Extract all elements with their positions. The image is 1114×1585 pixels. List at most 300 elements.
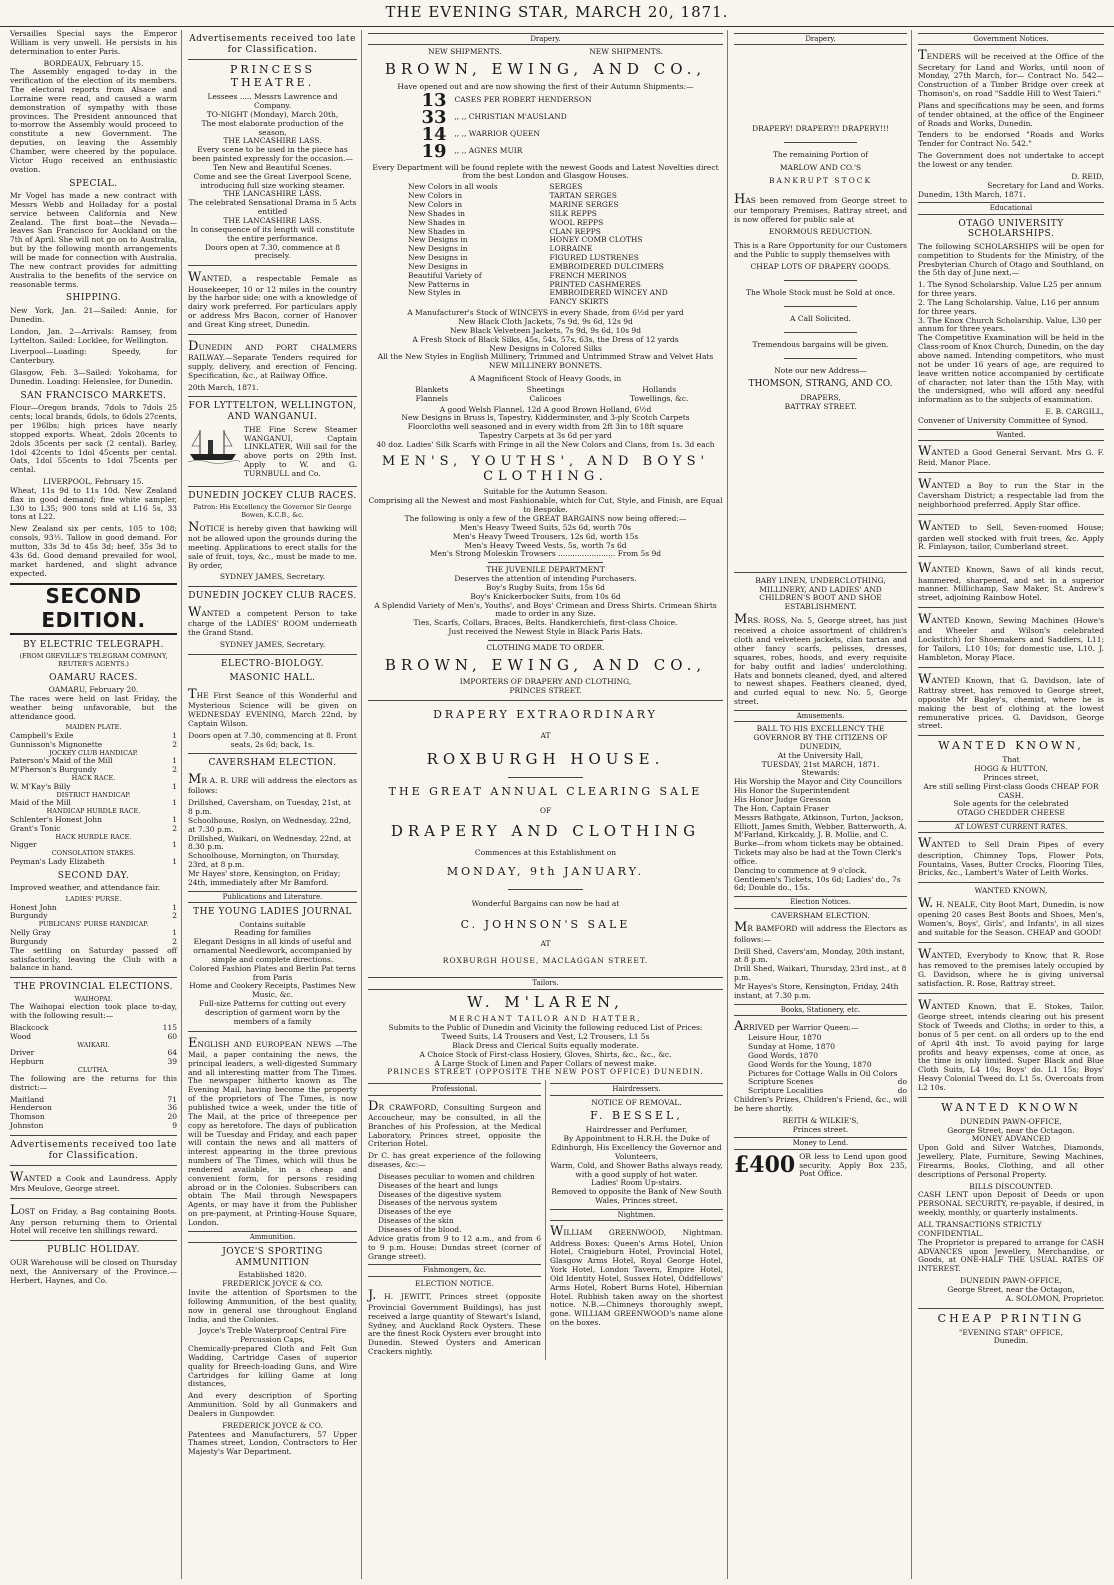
rattray-line: BATTRAY STREET. [784,401,857,411]
roxburgh-address: ROXBURGH HOUSE, MACLAGGAN STREET. [442,955,649,965]
divider [488,640,603,641]
bottom-ads [368,1080,723,1360]
disease-item: Diseases of the digestive system [378,1189,502,1199]
novelty-label: New Designs in [408,261,468,271]
poll-name: Johnston [10,1121,44,1131]
novelty-label: New Colors in [408,200,463,209]
divider [10,977,177,978]
theatre-line: Doors open at 7.30, commence at 8 precisely. [204,242,341,261]
race-name: MAIDEN PLATE. [65,723,122,732]
novelty-item: HONEY COMB CLOTHS [549,235,643,245]
novelty-label: New Shades in [408,226,465,236]
pawn-office-name-2: DUNEDIN PAWN-OFFICE, [960,1276,1062,1286]
professional-column [368,1080,546,1360]
oamaru-dateline: OAMARU, February 20. [48,685,139,695]
divider [734,572,907,573]
monday-date: MONDAY, 9th JANUARY. [446,865,645,878]
journal-item: Home and Cookery Receipts, Pastimes New Music, &c. [189,981,356,1000]
divider [188,654,357,655]
novelty-label: New Shades in [408,217,465,227]
pawn-wanted-heading: WANTED KNOWN [941,1100,1081,1114]
money-section-label: Money to Lend. [734,1137,907,1149]
waihopai-intro: The Waihopai election took place to-day, with the following result:— [10,1002,177,1021]
confidential-line: ALL TRANSACTIONS STRICTLY CONFIDENTIAL. [918,1220,1042,1238]
ammunition-firm: FREDERICK JOYCE & CO. [222,1279,323,1289]
hogg-text: Are still selling First-class Goods CHEAP FOR CASH. [923,781,1099,800]
race-name: HACK HURDLE RACE. [55,832,132,841]
theatre-line: Come and see the Great Liverpool Scene, introducing full size working steamer. [193,171,352,190]
horse-name: Peyman's Lady Elizabeth [10,856,105,866]
black-silks-line: A Fresh Stock of Black Silks, 45s, 54s, 57s, 63s, the Dress of 12 yards [412,334,679,344]
poll-name: Maitland [10,1094,45,1104]
telegraph-source: (FROM GREVILLE'S TELEGRAM COMPANY, REUTER'S AGENTS.) [19,652,168,668]
disease-item: Diseases peculiar to women and children [378,1171,535,1181]
ure-address-intro: MR A. R. URE will address the electors as follows: [188,772,357,796]
bills-discounted: BILLS DISCOUNTED. [969,1181,1053,1191]
crawford-ad: DR CRAWFORD, Consulting Surgeon and Accoucheur, may be consulted, in all the Branches of his Profession, at the Medical Laboratory, Princes street, opposite the Criterion Hotel. [368,1098,541,1149]
wanted-ad: WANTED Known, Saws of all kinds recut, hammered, sharpened, and set in a superior manner. Millichamp, Saw Maker, St. Andrew's street, adjoining Rainbow Hotel. [918,561,1104,603]
special-heading: SPECIAL. [69,178,118,189]
mlaren-sub: MERCHANT TAILOR AND HATTER, [449,1014,642,1024]
poll-value: 20 [167,1112,177,1122]
ammunition-wadding: Chemically-prepared Cloth and Felt Gun Wadding, Cartridge Cases of superior quality for Breech-loading Guns, and Wire Cartridges for killing Game at long distances, [188,1344,357,1389]
novelty-item: WOOL REPPS [549,217,604,227]
divider [784,142,857,143]
jockey-club-heading: DUNEDIN JOCKEY CLUB RACES. [188,490,357,501]
thomson-strang-heading: THOMSON, STRANG, AND CO. [748,379,893,390]
mlaren-prices: Tweed Suits, L4 Trousers and Vest, L2 Trousers, L1 5s [441,1032,650,1042]
novelty-item: FIGURED LUSTRENES [549,253,639,263]
journal-item: Full-size Patterns for cutting out every description of garment worn by the members of a family [198,999,347,1026]
placing: 2 [172,765,177,775]
book-name: Sunday at Home, 1870 [748,1042,836,1052]
stewards-heading: Stewards: [801,768,840,778]
bargain-item: Men's Heavy Tweed Trousers, 12s 6d, worth 15s [452,531,639,541]
steward-item: The Hon. Captain Fraser [734,803,829,813]
divider [188,586,357,587]
crawford-experience: Dr C. has great experience of the following diseases, &c:— [368,1151,541,1170]
novelty-item: EMBROIDERED DULCIMERS [549,261,664,271]
divider [508,777,583,778]
placing: 1 [172,902,177,912]
placing: 1 [172,756,177,766]
novelty-label: New Shades in [408,208,465,218]
caversham-election-heading: CAVERSHAM ELECTION. [771,910,870,920]
mens-clothing-intro: Comprising all the Newest and most Fashionable, which for Cut, Style, and Finish, are Equal to Bespoke. [368,496,723,515]
horse-name: M'Pherson's Burgundy [10,765,97,775]
jackets-line-1: New Black Cloth Jackets, 7s 9d, 9s 6d, 12s 9d [458,316,633,326]
second-day-paragraph: Improved weather, and attendance fair. [10,883,161,893]
scarfs-line: 40 doz. Ladies' Silk Scarfs with Fringe in all the New Colors and Clans, from 1s. 3d each [376,439,715,449]
placing: 1 [172,856,177,866]
public-holiday-ad: OUR Warehouse will be closed on Thursday next, the Anniversary of the Province.—Herbert, Haynes, and Co. [10,1257,177,1285]
drapery-extraordinary: DRAPERY EXTRAORDINARY [433,708,658,722]
mlaren-text-4: A Large Stock of Linen and Paper Collars of newest make. [434,1058,657,1068]
shipment-vessel: CASES PER ROBERT HENDERSON [454,94,592,104]
novelty-label: New Designs in [408,235,468,245]
department-text: Every Department will be found replete with the newest Goods and Latest Novelties direct from the best London and Glasgow Houses. [372,162,719,181]
scholarship-item: 3. The Knox Church Scholarship. Value, L30 per annum for three years. [918,315,1102,334]
steamer-ad [188,426,357,482]
prepared-line: The Proprietor is prepared to arrange for CASH ADVANCES upon Jewellery, Merchandise, or Goods, at ONE-HALF THE USUAL RATES OF INTEREST. [918,1237,1104,1274]
johnson-sale-heading: C. JOHNSON'S SALE [460,917,631,931]
divider [918,667,1104,668]
meeting-line: Schoolhouse, Mornington, on Thursday, 23rd, at 8 p.m. [188,851,340,870]
ammunition-established: Established 1820. [238,1270,307,1280]
at-line-2: AT [540,938,551,948]
star-office-line: "EVENING STAR" OFFICE, [958,1327,1064,1337]
cargill-signature: E. B. CARGILL, [1045,407,1104,417]
poll-value: 60 [167,1031,177,1041]
english-news-ad: ENGLISH AND EUROPEAN NEWS —The Mail, a paper containing the news, the principal leaders, a well-digested Summary and all interesting matter from The Times. The newspaper hitherto known as The Evening Mail, having become the property of the proprietors of The Times, is now published twice a week, under the title of The Mail, at the price of threepence per copy as heretofore. The days of publication will be Tuesday and Friday, and each paper will contain the news and all matters of interest appearing in the three previous numbers of The Times, which will thus be rendered available, in a cheap and convenient form, for persons residing abroad or in the Colonies. Subscribers can obtain The Mail through Newspapers Agents, or may have it from the Publisher on pre-payment, at Printing-House Square, London. [188,1035,357,1227]
meeting-line: Drill Shed, Waikari, Thursday, 23rd inst., at 8 p.m. [734,964,907,983]
bessel-removed: Removed to opposite the Bank of New South Wales, Princes street. [551,1187,722,1206]
reid-title: Secretary for Land and Works. [987,180,1104,190]
theatre-line: THE LANCASHIRE LASS. [223,136,322,146]
novelty-item: LORRAINE [549,244,593,254]
bordeaux-dateline: BORDEAUX, February 15. [43,58,144,68]
jockey-club-signature: SYDNEY JAMES, Secretary. [219,572,326,582]
scholarship-item: 2. The Lang Scholarship. Value, L16 per annum for three years. [918,297,1100,316]
shipping-line: New York, Jan. 21—Sailed: Annie, for Dunedin. [10,306,177,324]
money-amount: £400 [734,1151,796,1178]
tenders-endorse: Tenders to be endorsed "Roads and Works Tender for Contract No. 542." [918,130,1104,149]
horse-name: Gunnisson's Mignonette [10,739,103,749]
ammunition-section-label: Ammunition. [188,1231,357,1243]
settling-paragraph: The settling on Saturday passed off satisfactorily, leaving the Club with a balance in hand. [10,945,177,973]
meeting-line: Drill Shed, Cavers'am, Monday, 20th instant, at 8 p.m. [734,946,905,965]
theatre-line: THE LANCASHIRE LASS. [223,189,322,199]
divider [918,607,1104,608]
placing: 1 [172,814,177,824]
otago-scholarships-intro: The following SCHOLARSHIPS will be open for competition to Students for the Ministry, of the Presbyterian Church of Otago and Southland, on the 5th day of June next,— [918,241,1104,278]
divider [10,1135,177,1136]
race-results [10,724,177,866]
horse-name: Burgundy [10,911,48,921]
advice-line: Advice gratis from 9 to 12 a.m., and from 6 to 9 p.m. House: Dundas street (corner of Grange street). [368,1233,541,1261]
divider [188,334,357,335]
new-shipments-left: NEW SHIPMENTS. [428,47,502,57]
hats-line: All the New Styles in English Millinery, Trimmed and Untrimmed Straw and Velvet Hats [377,352,714,362]
placing: 2 [172,823,177,833]
theatre-line: Every scene to be used in the piece has been painted expressly for the occasion.—Ten New and Beautiful Scenes. [191,145,354,172]
bargain-item: Men's Heavy Tweed Vests, 5s, worth 7s 6d [464,540,627,550]
hogg-wanted-heading: WANTED KNOWN, [938,739,1084,753]
book-name: Scripture Localities [748,1086,824,1096]
novelty-item: MARINE SERGES [549,200,619,209]
novelty-item: SILK REPPS [549,208,597,218]
shipping-heading: SHIPPING. [65,293,122,304]
fishmongers-section-label: Fishmongers, &c. [368,1264,541,1276]
steward-item: Messrs Bathgate, Atkinson, Turton, Jackson, Elliott, James Smith, Webber, Batterworth, A. M'Farland, Kirkcaldy, J. B. Mollie, and C. Burke—from whom tickets may be obtained. Tickets may also be had at the Town Clerk's office. [734,812,907,866]
placing: 2 [172,911,177,921]
hogg-that: That [1002,755,1020,765]
pawn-text: Upon Gold and Silver Watches, Diamonds, Jewellery, Plate, Furniture, Sewing Machines, Firearms, Books, Clothing, and all other descriptions of Personal Property. [918,1143,1104,1179]
jewitt-ad: J. H. JEWITT, Princes street (opposite Provincial Government Buildings), has just received a large quantity of Stewart's Island, Sydney, and Auckland Rock Oysters. These are the finest Rock Oysters ever brought into Dunedin. Stewed Oysters and American Crackers nightly. [368,1288,541,1357]
jockey-club-heading-2: DUNEDIN JOCKEY CLUB RACES. [188,591,357,602]
heavy-goods-grid [378,386,713,404]
clutha-results [10,1096,177,1131]
journal-heading: THE YOUNG LADIES JOURNAL [193,906,352,917]
ammunition-firm-2: FREDERICK JOYCE & CO. [222,1420,323,1430]
poll-row [10,1122,177,1131]
colored-silks-line: New Designs in Colored Silks [489,343,602,353]
cheap-lots-line: CHEAP LOTS OF DRAPERY GOODS. [750,262,891,272]
bonnets-line: NEW MILLINERY BONNETS. [488,361,603,371]
theatre-heading: PRINCESS THEATRE. [230,63,315,90]
removed-paragraph: HAS been removed from George street to our temporary Premises, Rattray street, and is now offered for public sale at [734,191,907,224]
rose-ad: WANTED, Everybody to Know, that R. Rose has removed to the premises lately occupied by G. Davidson, where he is giving universal satisfaction. R. Rose, Rattray street. [918,946,1104,988]
divider [368,700,723,701]
brown-ewing-heading-2: BROWN, EWING, AND CO., [384,655,707,674]
removal-heading: NOTICE OF REMOVAL. [591,1097,682,1107]
journal-item: Colored Fashion Plates and Berlin Pat terns from Paris [189,963,356,982]
hairdressers-column [550,1080,723,1360]
poll-name: Wood [10,1031,32,1041]
bargains-list [368,524,723,559]
oamaru-paragraph: The races were held on last Friday, the weather being unfavorable, but the attendance good. [10,693,177,721]
jockey-club-signature-2: SYDNEY JAMES, Secretary. [219,639,326,649]
steward-item: His Worship the Mayor and City Councillors [734,777,902,787]
shipment-count: 33 [421,106,447,128]
divider [188,59,357,60]
race-name: HACK RACE. [71,774,116,783]
shirts-line: A Splendid Variety of Men's, Youths', and Boys' Crimean and Dress Shirts. Crimean Shirts made to order in any Size. [374,600,717,619]
divider [784,280,857,281]
amusements-section-label: Amusements. [734,710,907,722]
waihopai-heading: WAIHOPAI. [74,994,113,1003]
call-line: A Call Solicited. [790,313,851,323]
ammunition-heading: JOYCE'S SPORTING AMMUNITION [222,1247,323,1268]
new-shipments-row [368,48,723,57]
bargain-item: Men's Strong Moleskin Trowsers ........................ From 5s 9d [429,549,662,559]
special-paragraph: Mr Vogel has made a new contract with Messrs Webb and Holladay for a postal service between California and New Zealand. The first boat—the Nevada—leaves San Francisco for Auckland on the 7th of April. She will not go on to Australia, but by the following month arrangements will be made for connection with Australia. The new contract provides for admitting Australia to the benefits of the service on reasonable terms. [10,191,177,289]
childrens-line: Children's Prizes, Children's Friend, &c., will be here shortly. [734,1095,907,1113]
late-ads-heading: Advertisements received too late for Classification. [189,34,356,55]
waikari-heading: WAIKARI. [77,1040,110,1049]
election-notice-heading: ELECTION NOTICE. [414,1278,494,1288]
drapery-section-label: Drapery. [734,33,907,45]
ammunition-caps: Joyce's Treble Waterproof Central Fire Percussion Caps, [198,1326,347,1345]
race-name: CONSOLATION STAKES. [51,849,136,858]
poll-name: Henderson [10,1103,52,1113]
wanted-cook-ad: WANTED a Cook and Laundress. Apply Mrs Meulove, George street. [10,1170,177,1194]
column-3 [364,30,728,1579]
divider [918,556,1104,557]
mlaren-address: PRINCES STREET (OPPOSITE THE NEW POST OFFICE) DUNEDIN. [387,1067,704,1077]
welsh-flannel-line: A good Welsh Flannel, 12d A good Brown Holland, 6½d [439,404,652,414]
shipment-count: 13 [421,89,447,111]
mrs-ross-ad: MRS. ROSS, No. 5, George street, has just received a choice assortment of children's cloth and velveteen jackets, clan tartan and other fancy scarfs, pelisses, dresses, squares, robes, hoods, and every requisite for baby outfit and ladies' underclothing. Hats and bonnets cleaned, dyed, and altered to newest shapes. Feathers cleaned, dyed, and curled equal to new. No. 5, George street. [734,612,907,707]
juvenile-heading: THE JUVENILE DEPARTMENT [486,565,605,575]
divider [188,753,357,754]
shipping-line: Liverpool—Loading: Speedy, for Canterbury. [10,347,177,366]
race-name: DISTRICT HANDICAP. [56,790,131,799]
election-notices-section-label: Election Notices. [734,896,907,908]
poll-name: Hepburn [10,1057,44,1067]
disease-item: Diseases of the eye [378,1207,452,1217]
tapestry-line: Tapestry Carpets at 3s 6d per yard [479,431,612,441]
lost-bag-ad: LOST on Friday, a Bag containing Boots. Any person returning them to Oriental Hotel will receive ten shillings reward. [10,1203,177,1236]
book-name: Leisure Hour, 1870 [748,1033,822,1043]
divider [188,486,357,487]
wanted-ad: WANTED a Boy to run the Star in the Caversham District; a respectable lad from the neighborhood preferred. Apply Star office. [918,477,1104,510]
column-1 [6,30,182,1579]
column-5 [914,30,1108,1579]
column-4 [730,30,912,1579]
bankrupt-line: BANKRUPT STOCK [768,175,873,185]
otago-scholarships-heading: OTAGO UNIVERSITY SCHOLARSHIPS. [958,218,1064,240]
divider [918,942,1104,943]
book-value: do [897,1077,907,1087]
horse-name: Nigger [10,840,37,850]
ammunition-text: Invite the attention of Sportsmen to the following Ammunition, of the best quality, now in general use throughout England India, and the Colonies. [188,1287,357,1324]
novelty-label: New Colors in all wools [408,182,498,192]
educational-section-label: Educational [918,202,1104,214]
divider [10,1165,177,1166]
novelty-item: EMBROIDERED WINCEY AND FANCY SKIRTS [549,288,668,307]
tremendous-line: Tremendous bargains will be given. [752,339,889,349]
tenders-ad: TENDERS will be received at the Office of the Secretary for Land and Works, until noon of Monday, 27th March, for— Contract No. 542—Construction of a Timber Bridge over creek at Thomson's, on road "Saddle Hill to West Taieri." [918,48,1104,99]
book-name: Good Words for the Young, 1870 [748,1059,872,1069]
horse-name: Paterson's Maid of the Mill [10,756,113,766]
cash-lent: CASH LENT upon Deposit of Deeds or upon PERSONAL SECURITY, re-payable, if desired, in weekly, monthly, or quarterly instalments. [918,1190,1104,1218]
heavy-goods-item: Sheetings [526,384,565,394]
wonderful-bargains-line: Wonderful Bargains can now be had at [471,898,620,908]
divider [188,396,357,397]
scholarships-list [918,281,1104,334]
disease-item: Diseases of the skin [378,1216,454,1226]
money-text: OR less to Lend upon good security. Apply Box 235, Post Office. [799,1151,907,1179]
race-name: PUBLICANS' PURSE HANDICAP. [38,920,149,929]
jackets-line-2: New Black Velveteen Jackets, 7s 9d, 9s 6d, 10s 9d [450,325,641,335]
boys-knickerbocker-line: Boy's Knickerbocker Suits, from 10s 6d [470,591,621,601]
divider [918,1097,1104,1098]
book-name: Good Words, 1870 [748,1050,819,1060]
pawn-office-name: DUNEDIN PAWN-OFFICE, [960,1116,1062,1126]
poll-value: 64 [167,1048,177,1058]
consols-paragraph: New Zealand six per cents, 105 to 108; consols, 93½. Tallow in good demand. For mutton, 33s 3d to 45s 3d; beef, 35s 3d to 43s 6d. Good demand prevailed for wool, market hardened, and slight advance expected. [10,524,177,578]
bargains-line: The following is only a few of the GREAT BARGAINS now being offered:— [404,513,687,523]
tailors-section-label: Tailors. [368,977,723,989]
horse-name: Burgundy [10,936,48,946]
novelty-label: New Designs in [408,244,468,254]
divider [918,514,1104,515]
heavy-goods-item: Hollands [642,384,677,394]
horse-name: Campbell's Exile [10,731,74,741]
divider [918,993,1104,994]
novelty-item: CLAN REPPS [549,226,601,236]
paris-hats-line: Just received the Newest Style in Black Paris Hats. [448,627,643,637]
new-shipments-right: NEW SHIPMENTS. [589,47,663,57]
ladies-room-ad: WANTED a competent Person to take charge of the LADIES' ROOM underneath the Grand Stand. [188,604,357,637]
heavy-goods-item: Calicoes [529,393,562,403]
boys-rugby-line: Boy's Rugby Suits, from 15s 6d [486,582,605,592]
placing: 2 [172,936,177,946]
pawn-address-2: George Street, near the Octagon, [947,1284,1075,1294]
divider [188,265,357,266]
carpets-line: New Designs in Bruss ls, Tapestry, Kidderminster, and 3-ply Scotch Carpets [401,413,690,423]
diseases-list [368,1173,541,1235]
theatre-ad [188,93,357,261]
theatre-line: Lessees ..... Messrs Lawrence and Company. [207,92,338,110]
at-line: AT [540,731,551,741]
meeting-line: Mr Hayes' store, Kensington, on Friday; 24th, immediately after Mr Bamford. [188,868,341,887]
ure-address-list [188,799,357,887]
hogg-address: Princes street, [983,772,1039,782]
mlaren-text-3: A Choice Stock of First-class Hosiery, Gloves, Shirts, &c., &c., &c. [419,1049,672,1059]
heavy-goods-line: A Magnificent Stock of Heavy Goods, in [469,374,622,384]
ammunition-dealers: And every description of Sporting Ammunition. Sold by all Gunmakers and Dealers in Gunpowder. [188,1391,357,1418]
mens-clothing-sub: Suitable for the Autumn Season. [483,487,608,497]
electric-telegraph-heading: BY ELECTRIC TELEGRAPH. [23,639,164,650]
neale-wanted-heading: WANTED KNOWN, [974,886,1048,896]
wanted-ad: WANTED a Good General Servant. Mrs G. F. Reid, Manor Place. [918,443,1104,468]
divider [508,889,583,890]
journal-items [188,938,357,1026]
seance-times: Doors open at 7.30, commencing at 8. Front seats, 2s 6d; back, 1s. [188,730,357,749]
theatre-line: TO-NIGHT (Monday), March 20th, [206,109,339,119]
drain-pipes-ad: WANTED to Sell Drain Pipes of every description, Chimney Tops, Flower Pots, Fountains, Vases, Butter Crocks, Flooring Tiles, Bricks, &c., Lambert's Water of Leith Works. [918,836,1104,878]
mlaren-text: Submits to the Public of Dunedin and Vicinity the following reduced List of Prices: [388,1023,703,1033]
novelty-label: New Patterns in [408,279,470,289]
clutha-intro: The following are the returns for this district:— [10,1073,177,1092]
waikari-results [10,1049,177,1067]
brown-ewing-heading: BROWN, EWING, AND CO., [384,60,707,79]
placing: 1 [172,927,177,937]
railway-date: 20th March, 1871. [188,382,259,392]
divider [784,358,857,359]
drapers-line: DRAPERS, [800,393,841,402]
professional-section-label: Professional. [368,1083,541,1095]
sold-line: The Whole Stock must be Sold at once. [745,288,895,298]
meeting-line: Drillshed, Waikari, on Wednesday, 22nd, at 8.30 p.m. [188,833,352,852]
race-name: LADIES' PURSE. [65,894,122,903]
meeting-line: Schoolhouse, Roslyn, on Wednesday, 22nd, at 7.30 p.m. [188,815,352,834]
novelty-label: New Styles in [408,288,461,298]
poll-name: Blackcock [10,1023,49,1033]
divider [10,1240,177,1241]
lyttelton-heading: FOR LYTTELTON, WELLINGTON, AND WANGANUI. [188,401,357,423]
steward-item: His Honor the Superintendent [734,786,850,796]
horse-name: W. M'Kay's Billy [10,781,71,791]
of-line: OF [539,805,552,815]
jockey-club-patron: Patron: His Excellency the Governor Sir George Bowen, K.C.B., &c. [193,503,352,519]
divider [918,472,1104,473]
wanted-ad: WANTED Known, that G. Davidson, late of Rattray street, has removed to George street, opposite Mr Bagley's, chemist, where he is making the best of clothing at the lowest remunerative prices. G. Davidson, George street. [918,671,1104,731]
government-section-label: Government Notices. [918,33,1104,45]
bamford-intro: MR BAMFORD will address the Electors as follows:— [734,920,907,944]
lowest-rates-heading: AT LOWEST CURRENT RATES. [918,821,1104,833]
liverpool-dateline: LIVERPOOL, February 15. [43,477,144,487]
race-result-row [10,858,177,867]
stewards-list [734,778,907,893]
heavy-goods-item: Blankets [415,384,449,394]
reith-heading: REITH & WILKIE'S, [782,1115,859,1125]
poll-value: 36 [167,1103,177,1113]
jockey-club-notice: NOTICE is hereby given that hawking will not be allowed upon the grounds during the meeting. Applications to erect stalls for the sale of fruit, toys, &c., must be made to me. By order, [188,519,357,570]
second-edition-banner: SECOND EDITION. [10,583,177,634]
steward-item: Gentlemen's Tickets, 10s 6d; Ladies' do., 7s 6d; Double do., 15s. [734,874,901,893]
disease-item: Diseases of the heart and lungs [378,1180,498,1190]
late-ads-heading: Advertisements received too late for Classification. [10,1139,177,1161]
divider [918,1308,1104,1309]
steamship-illustration [188,426,240,482]
sf-markets-paragraph: Flour—Oregon brands, 7dols to 7dols 25 cents; local brands, 6dols, to 6dols 27cents, per 196lbs; high prices have nearly stopped exports. Wheat, 2dols 20cents to 2dols 35cents per sack (2 cental). Barley, 1dol 42cents to 1dol 45cents per cental. Oats, 1dol 55cents to 1dol 75cents per cental. [10,403,177,475]
masonic-hall-heading: MASONIC HALL. [229,673,316,684]
reith-address: Princes street. [792,1124,849,1134]
remaining-line: The remaining Portion of [772,150,869,160]
